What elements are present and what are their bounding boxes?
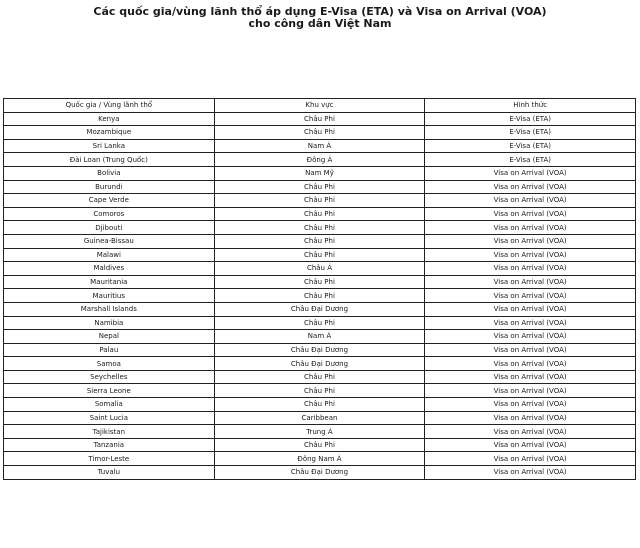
table-row	[4, 398, 636, 412]
cell-type: Visa on Arrival (VOA)	[425, 207, 636, 221]
cell-country: Nepal	[4, 330, 215, 344]
table-row	[4, 466, 636, 480]
cell-country: Mauritania	[4, 275, 215, 289]
table-row	[4, 262, 636, 276]
cell-region: Châu Phi	[214, 438, 425, 452]
cell-country: Marshall Islands	[4, 302, 215, 316]
cell-type: Visa on Arrival (VOA)	[425, 289, 636, 303]
cell-type: Visa on Arrival (VOA)	[425, 330, 636, 344]
cell-region: Đông Nam Á	[214, 452, 425, 466]
table-row	[4, 126, 636, 140]
cell-type: Visa on Arrival (VOA)	[425, 343, 636, 357]
cell-country: Tajikistan	[4, 425, 215, 439]
cell-region: Châu Phi	[214, 289, 425, 303]
cell-type: Visa on Arrival (VOA)	[425, 438, 636, 452]
cell-country: Cape Verde	[4, 194, 215, 208]
cell-type: E-Visa (ETA)	[425, 112, 636, 126]
table-row	[4, 357, 636, 371]
cell-country: Timor-Leste	[4, 452, 215, 466]
cell-type: Visa on Arrival (VOA)	[425, 316, 636, 330]
cell-region: Caribbean	[214, 411, 425, 425]
cell-type: Visa on Arrival (VOA)	[425, 384, 636, 398]
cell-type: Visa on Arrival (VOA)	[425, 411, 636, 425]
cell-country: Samoa	[4, 357, 215, 371]
cell-country: Malawi	[4, 248, 215, 262]
table-row	[4, 302, 636, 316]
cell-region: Châu Đại Dương	[214, 466, 425, 480]
cell-country: Tuvalu	[4, 466, 215, 480]
cell-type: Visa on Arrival (VOA)	[425, 221, 636, 235]
table-row	[4, 166, 636, 180]
table-row	[4, 207, 636, 221]
cell-region: Đông Á	[214, 153, 425, 167]
table-body	[4, 112, 636, 479]
cell-region: Châu Phi	[214, 126, 425, 140]
table-row	[4, 425, 636, 439]
cell-country: Sri Lanka	[4, 139, 215, 153]
header-region: Khu vực	[214, 99, 425, 113]
cell-type: Visa on Arrival (VOA)	[425, 357, 636, 371]
cell-type: Visa on Arrival (VOA)	[425, 194, 636, 208]
cell-type: Visa on Arrival (VOA)	[425, 398, 636, 412]
cell-region: Châu Phi	[214, 207, 425, 221]
table-row	[4, 411, 636, 425]
table-row	[4, 221, 636, 235]
table-row	[4, 139, 636, 153]
cell-type: E-Visa (ETA)	[425, 126, 636, 140]
page-title	[0, 6, 640, 30]
cell-country: Palau	[4, 343, 215, 357]
cell-region: Châu Phi	[214, 398, 425, 412]
cell-region: Châu Phi	[214, 194, 425, 208]
cell-country: Comoros	[4, 207, 215, 221]
cell-type: Visa on Arrival (VOA)	[425, 302, 636, 316]
cell-region: Châu Phi	[214, 316, 425, 330]
cell-region: Châu Đại Dương	[214, 343, 425, 357]
cell-type: Visa on Arrival (VOA)	[425, 262, 636, 276]
cell-country: Mozambique	[4, 126, 215, 140]
cell-country: Seychelles	[4, 370, 215, 384]
cell-region: Châu Phi	[214, 384, 425, 398]
cell-country: Tanzania	[4, 438, 215, 452]
cell-region: Châu Đại Dương	[214, 357, 425, 371]
table-row	[4, 384, 636, 398]
cell-country: Sierra Leone	[4, 384, 215, 398]
cell-country: Djibouti	[4, 221, 215, 235]
cell-type: Visa on Arrival (VOA)	[425, 275, 636, 289]
cell-region: Châu Đại Dương	[214, 302, 425, 316]
header-type: Hình thức	[425, 99, 636, 113]
cell-country: Đài Loan (Trung Quốc)	[4, 153, 215, 167]
cell-country: Kenya	[4, 112, 215, 126]
cell-type: Visa on Arrival (VOA)	[425, 370, 636, 384]
cell-country: Burundi	[4, 180, 215, 194]
table-row	[4, 452, 636, 466]
cell-type: Visa on Arrival (VOA)	[425, 166, 636, 180]
page-title-line-2: cho công dân Việt Nam	[248, 17, 392, 30]
cell-country: Mauritius	[4, 289, 215, 303]
cell-country: Guinea-Bissau	[4, 234, 215, 248]
cell-country: Saint Lucia	[4, 411, 215, 425]
cell-region: Châu Phi	[214, 275, 425, 289]
cell-type: Visa on Arrival (VOA)	[425, 425, 636, 439]
cell-country: Namibia	[4, 316, 215, 330]
header-country: Quốc gia / Vùng lãnh thổ	[4, 99, 215, 113]
cell-region: Châu Phi	[214, 180, 425, 194]
table-row	[4, 153, 636, 167]
cell-region: Trung Á	[214, 425, 425, 439]
cell-type: E-Visa (ETA)	[425, 153, 636, 167]
page-title-line-1: Các quốc gia/vùng lãnh thổ áp dụng E-Visa (ETA) và Visa on Arrival (VOA)	[93, 5, 547, 18]
header-row	[4, 99, 636, 113]
cell-region: Nam Á	[214, 330, 425, 344]
table-row	[4, 275, 636, 289]
cell-region: Châu Phi	[214, 221, 425, 235]
cell-region: Nam Á	[214, 139, 425, 153]
table-row	[4, 316, 636, 330]
table-row	[4, 248, 636, 262]
cell-type: Visa on Arrival (VOA)	[425, 180, 636, 194]
table-row	[4, 289, 636, 303]
table-row	[4, 330, 636, 344]
cell-type: Visa on Arrival (VOA)	[425, 234, 636, 248]
table-row	[4, 438, 636, 452]
cell-country: Bolivia	[4, 166, 215, 180]
cell-region: Châu Phi	[214, 112, 425, 126]
table-row	[4, 112, 636, 126]
cell-region: Nam Mỹ	[214, 166, 425, 180]
cell-type: Visa on Arrival (VOA)	[425, 248, 636, 262]
table-row	[4, 370, 636, 384]
table-row	[4, 343, 636, 357]
table-row	[4, 234, 636, 248]
cell-country: Maldives	[4, 262, 215, 276]
cell-type: Visa on Arrival (VOA)	[425, 452, 636, 466]
cell-region: Châu Phi	[214, 234, 425, 248]
cell-type: E-Visa (ETA)	[425, 139, 636, 153]
cell-region: Châu Phi	[214, 248, 425, 262]
table-row	[4, 194, 636, 208]
cell-type: Visa on Arrival (VOA)	[425, 466, 636, 480]
cell-country: Somalia	[4, 398, 215, 412]
visa-table	[3, 98, 636, 480]
table-row	[4, 180, 636, 194]
cell-region: Châu Phi	[214, 370, 425, 384]
cell-region: Châu Á	[214, 262, 425, 276]
table-header	[4, 99, 636, 113]
